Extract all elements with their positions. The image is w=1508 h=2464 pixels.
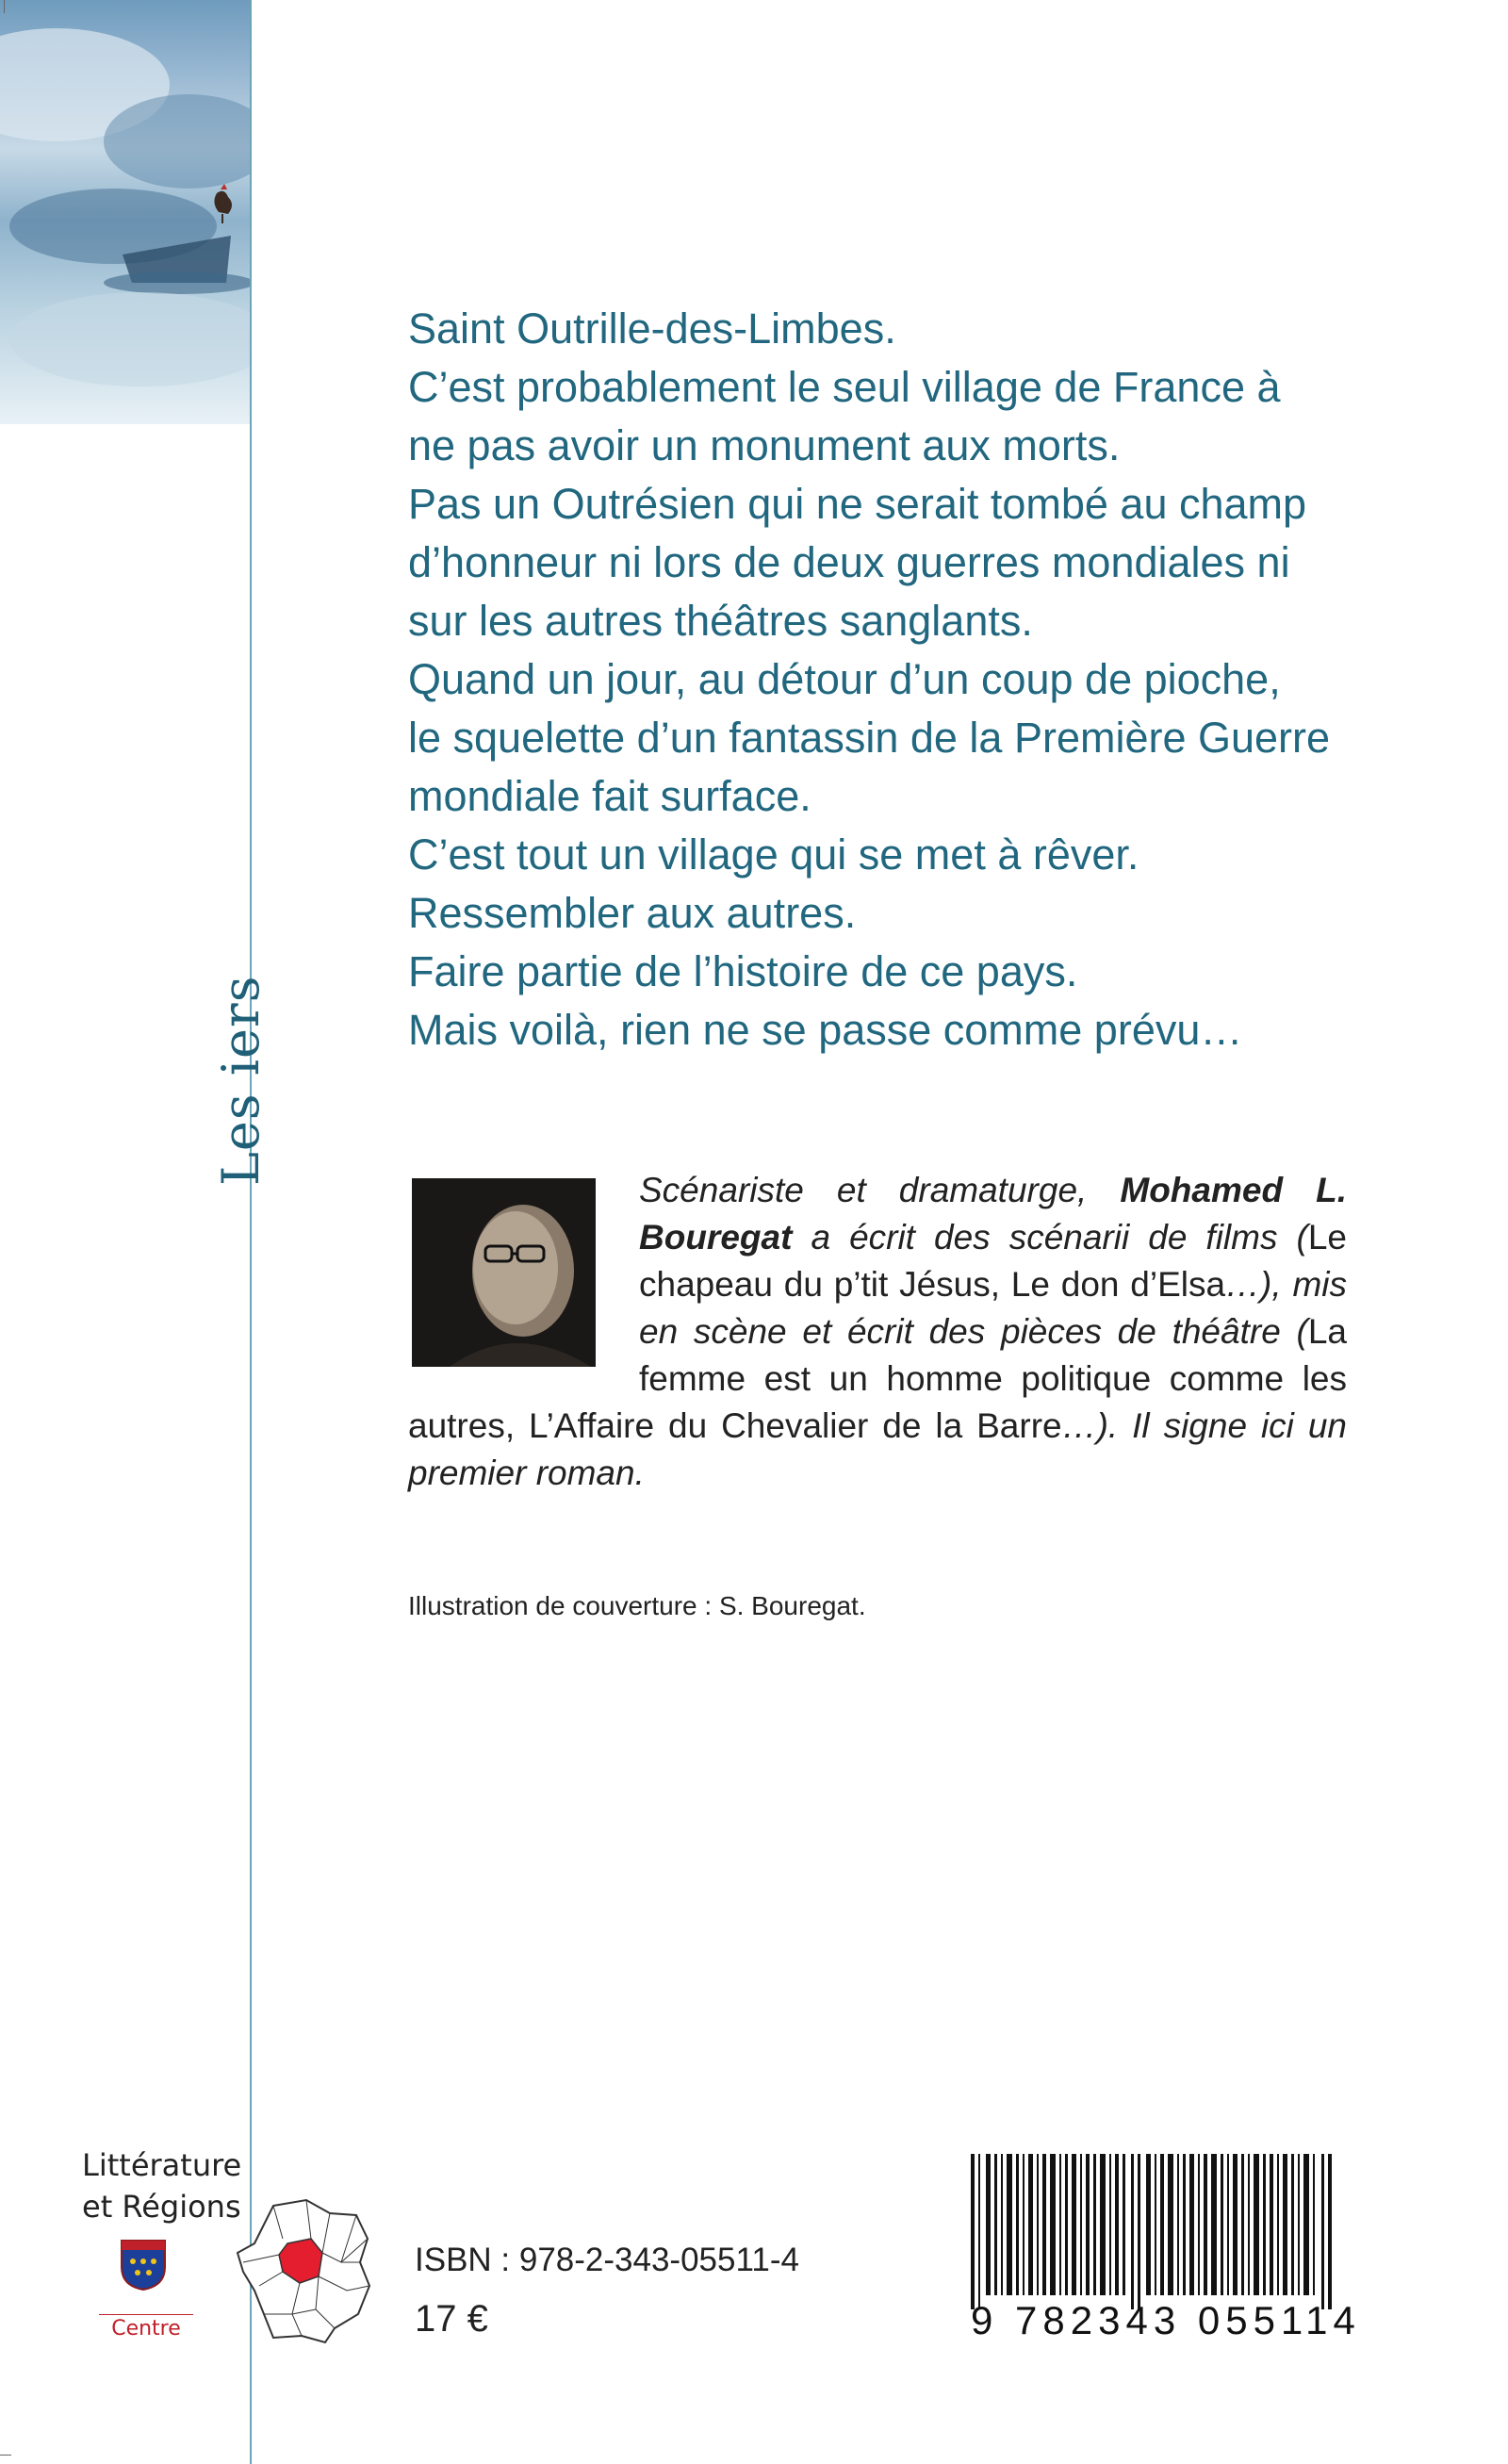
barcode <box>971 2154 1338 2309</box>
blurb-line: sur les autres théâtres sanglants. <box>408 597 1033 645</box>
bio-intro: Scénariste et dramaturge, <box>639 1171 1121 1209</box>
blurb-line: le squelette d’un fantassin de la Première Guerre <box>408 714 1331 762</box>
blurb-line: Saint Outrille-des-Limbes. <box>408 304 896 353</box>
cover-illustration <box>0 0 250 424</box>
isbn: ISBN : 978-2-343-05511-4 <box>415 2242 799 2278</box>
blurb-line: Ressembler aux autres. <box>408 889 857 937</box>
blurb-line: ne pas avoir un monument aux morts. <box>408 421 1121 469</box>
blurb-line: C’est probablement le seul village de France à <box>408 363 1281 411</box>
blurb-line: C’est tout un village qui se met à rêver. <box>408 830 1139 879</box>
blurb-line: Pas un Outrésien qui ne serait tombé au champ <box>408 480 1307 528</box>
back-cover-blurb <box>408 300 1351 1060</box>
series-title: Les iers <box>211 975 270 1186</box>
crop-mark <box>0 2455 11 2456</box>
blurb-line: Faire partie de l’histoire de ce pays. <box>408 947 1078 995</box>
region-crest-icon <box>120 2239 167 2292</box>
blurb-line: d’honneur ni lors de deux guerres mondiales ni <box>408 538 1290 586</box>
bio-text-2: …), mis en scène et écrit des pièces de théâtre ( <box>639 1265 1347 1351</box>
litterature-regions-logo <box>82 2144 252 2341</box>
bio-film-titles: Le chapeau du p’tit Jésus, Le don d’Elsa <box>639 1218 1347 1304</box>
price: 17 € <box>415 2298 488 2340</box>
france-map-icon <box>236 2196 377 2347</box>
barcode-digits: 9 782343 055114 <box>971 2298 1361 2342</box>
bio-author-name: Mohamed L. Bouregat <box>639 1171 1348 1257</box>
blurb-line: mondiale fait surface. <box>408 772 811 820</box>
crop-mark <box>4 0 5 13</box>
bio-play-titles: La femme est un homme politique comme les autres, L’Affaire du Chevalier de la Barre <box>408 1312 1347 1445</box>
region-label: Centre <box>99 2314 193 2341</box>
blurb-line: Mais voilà, rien ne se passe comme prévu… <box>408 1006 1243 1054</box>
logo-line-1: Littérature <box>82 2147 242 2183</box>
blurb-line: Quand un jour, au détour d’un coup de pioche, <box>408 655 1281 703</box>
illustration-credit: Illustration de couverture : S. Bouregat. <box>408 1591 866 1620</box>
logo-line-2: et Régions <box>82 2189 241 2225</box>
bio-text-1: a écrit des scénarii de films ( <box>792 1218 1308 1257</box>
author-bio <box>408 1167 1347 1497</box>
spine-divider <box>250 0 252 2464</box>
bio-text-3: …). Il signe ici un premier roman. <box>408 1406 1347 1492</box>
